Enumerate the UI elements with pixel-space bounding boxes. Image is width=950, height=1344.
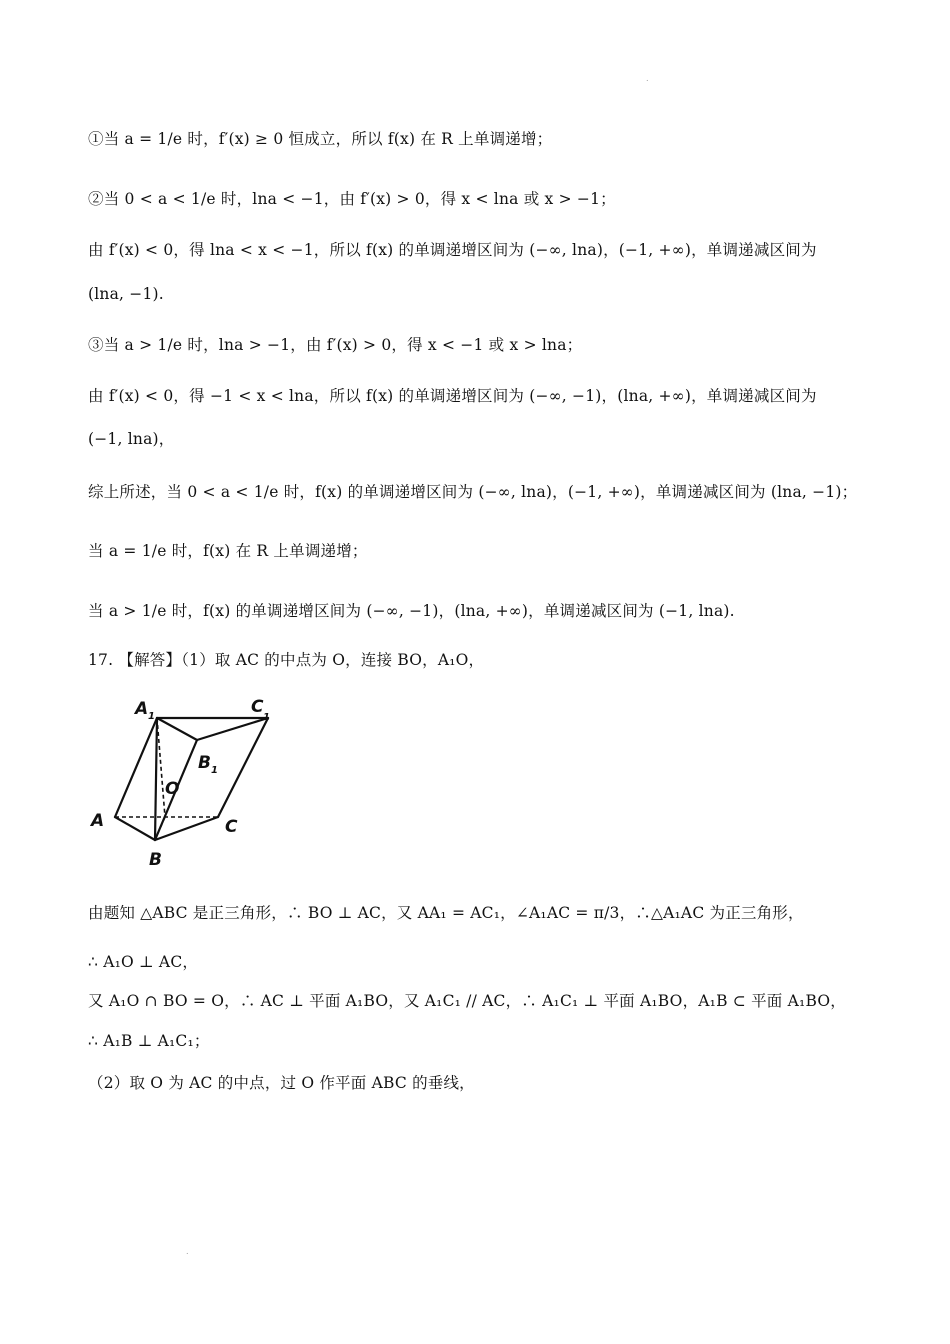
label-c1: C — [251, 697, 264, 717]
label-c: C — [225, 817, 238, 837]
solution-line-6: 由 f′(x) < 0，得 −1 < x < lna，所以 f(x) 的单调递增区间为 (−∞, −1)，(lna, +∞)，单调递减区间为 — [88, 387, 817, 405]
bottom-mark: . — [186, 1247, 189, 1256]
summary-line-3: 当 a > 1/e 时，f(x) 的单调递增区间为 (−∞, −1)，(lna, +∞)，单调递减区间为 (−1, lna). — [88, 602, 735, 620]
prism-figure — [85, 690, 270, 870]
solution-line-3: 由 f′(x) < 0，得 lna < x < −1，所以 f(x) 的单调递增区间为 (−∞, lna)，(−1, +∞)，单调递减区间为 — [88, 241, 817, 259]
solution-line-1: ①当 a = 1/e 时，f′(x) ≥ 0 恒成立，所以 f(x) 在 R 上单调递增； — [88, 130, 553, 148]
prism-diagram — [85, 690, 270, 870]
label-o: O — [165, 779, 180, 799]
label-a1-sub: 1 — [148, 711, 155, 722]
edge-c1c — [218, 718, 268, 817]
edge-a1o-dashed — [157, 718, 165, 817]
label-b1-sub: 1 — [211, 765, 218, 776]
proof-line-3: 又 A₁O ∩ BO = O，∴ AC ⊥ 平面 A₁BO，又 A₁C₁ // AC，∴ A₁C₁ ⊥ 平面 A₁BO，A₁B ⊂ 平面 A₁BO， — [88, 992, 846, 1010]
proof-line-2: ∴ A₁O ⊥ AC， — [88, 953, 199, 971]
solution-line-4: (lna, −1). — [88, 285, 164, 303]
label-a: A — [91, 811, 105, 831]
problem-17-heading: 17. 【解答】（1）取 AC 的中点为 O，连接 BO，A₁O， — [88, 651, 485, 669]
proof-line-4: ∴ A₁B ⊥ A₁C₁； — [88, 1032, 210, 1050]
edge-ab — [115, 817, 155, 840]
summary-line-1: 综上所述，当 0 < a < 1/e 时，f(x) 的单调递增区间为 (−∞, lna)，(−1, +∞)，单调递减区间为 (lna, −1)； — [88, 483, 858, 501]
label-b: B — [149, 850, 162, 870]
summary-line-2: 当 a = 1/e 时，f(x) 在 R 上单调递增； — [88, 542, 368, 560]
solution-line-5: ③当 a > 1/e 时，lna > −1，由 f′(x) > 0，得 x < −1 或 x > lna； — [88, 336, 583, 354]
label-c1-sub: 1 — [263, 712, 270, 723]
solution-line-2: ②当 0 < a < 1/e 时，lna < −1，由 f′(x) > 0，得 x < lna 或 x > −1； — [88, 190, 616, 208]
label-b1: B — [198, 753, 211, 773]
edge-a1b — [155, 718, 157, 840]
top-mark: . — [646, 74, 649, 83]
edge-bc — [155, 817, 218, 840]
edge-a1a — [115, 718, 157, 817]
part-2-line: （2）取 O 为 AC 的中点，过 O 作平面 ABC 的垂线， — [88, 1074, 475, 1092]
solution-line-7: (−1, lna)， — [88, 430, 175, 448]
label-a1: A — [135, 699, 149, 719]
edge-a1b1 — [157, 718, 197, 740]
proof-line-1: 由题知 △ABC 是正三角形，∴ BO ⊥ AC，又 AA₁ = AC₁，∠A₁AC = π/3，∴△A₁AC 为正三角形， — [88, 904, 804, 922]
